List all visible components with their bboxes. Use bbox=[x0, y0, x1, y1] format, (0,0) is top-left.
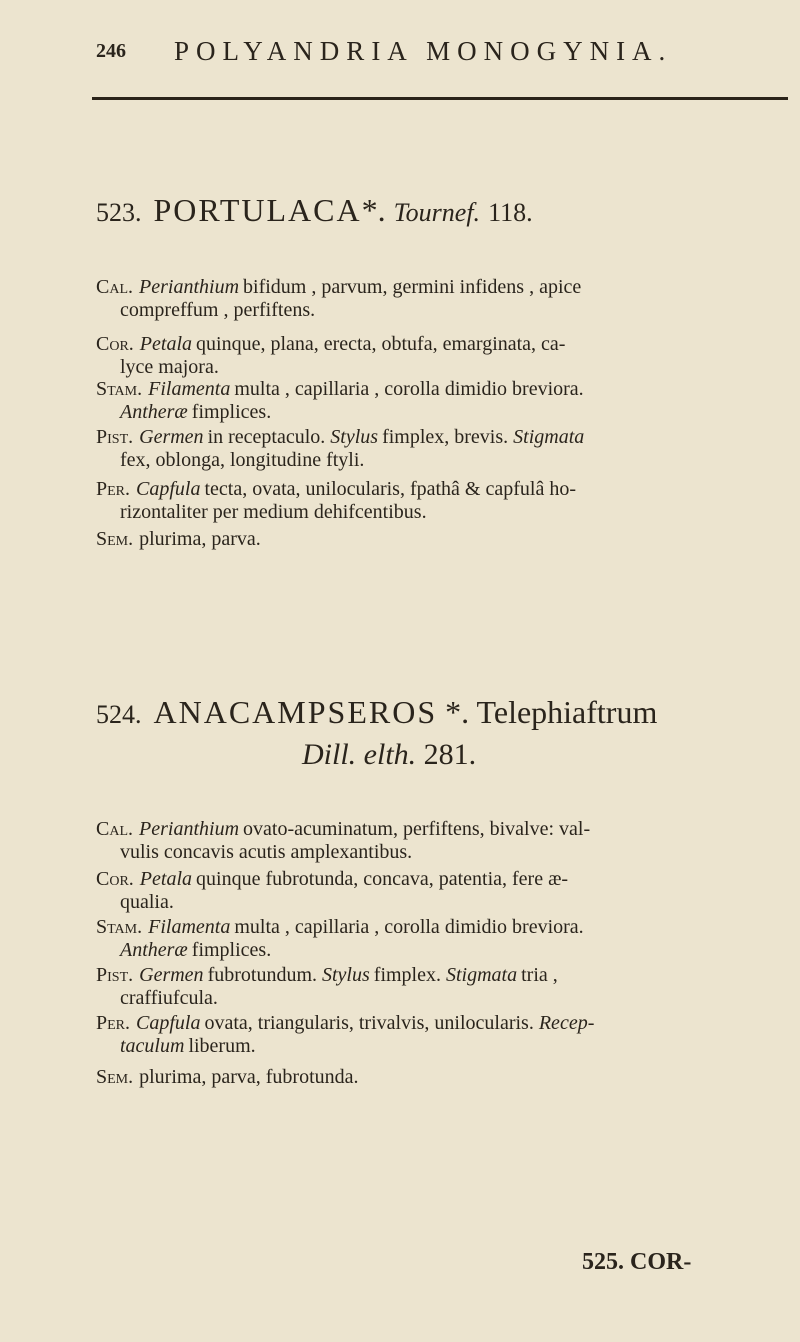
entry-text: tecta, ovata, unilocularis, fpathâ & capfulâ ho- bbox=[204, 478, 576, 500]
entry-text: plurima, parva. bbox=[139, 528, 261, 550]
page-number: 246 bbox=[96, 40, 126, 62]
entry-text: plurima, parva, fubrotunda. bbox=[139, 1066, 359, 1088]
entry-term: Petala bbox=[139, 333, 193, 355]
entry-text: in receptaculo. bbox=[207, 426, 326, 448]
entry-text: quinque, plana, erecta, obtufa, emarginata, ca- bbox=[196, 333, 566, 355]
genus-heading-anacampseros bbox=[96, 694, 657, 731]
entry-text: tria , bbox=[521, 964, 558, 986]
entry-term: Petala bbox=[139, 868, 193, 890]
entry-continuation: craffiufcula. bbox=[120, 987, 218, 1009]
description-pistil bbox=[96, 964, 788, 1010]
entry-term: Filamenta bbox=[148, 378, 231, 400]
genus-synonym: Telephiaftrum bbox=[476, 694, 658, 730]
entry-term: Antheræ bbox=[120, 939, 188, 961]
description-seeds bbox=[96, 1066, 788, 1089]
entry-label: Stam. bbox=[96, 378, 143, 400]
entry-label: Pist. bbox=[96, 964, 134, 986]
description-stamens bbox=[96, 378, 788, 424]
entry-term: Stigmata bbox=[446, 964, 518, 986]
genus-number: 523. bbox=[96, 198, 142, 227]
entry-label: Cor. bbox=[96, 333, 134, 355]
entry-text: fubrotundum. bbox=[207, 964, 317, 986]
catchword: 525. COR- bbox=[582, 1249, 692, 1275]
entry-text: quinque fubrotunda, concava, patentia, fere æ- bbox=[196, 868, 569, 890]
entry-text: ovato-acuminatum, perfiftens, bivalve: val- bbox=[243, 818, 591, 840]
entry-continuation: rizontaliter per medium dehifcentibus. bbox=[120, 501, 427, 523]
entry-label: Sem. bbox=[96, 528, 134, 550]
description-seeds bbox=[96, 528, 788, 551]
entry-term: Germen bbox=[139, 426, 204, 448]
genus-mark: *. bbox=[445, 694, 470, 730]
entry-continuation: lyce majora. bbox=[120, 356, 219, 378]
entry-term: taculum bbox=[120, 1035, 185, 1057]
entry-term: Perianthium bbox=[139, 818, 240, 840]
entry-term: Filamenta bbox=[148, 916, 231, 938]
genus-reference bbox=[302, 738, 476, 772]
entry-text: ovata, triangularis, trivalvis, unilocularis. bbox=[204, 1012, 534, 1034]
entry-label: Cal. bbox=[96, 818, 134, 840]
genus-reference-author: Tournef. bbox=[393, 198, 481, 227]
entry-continuation: fimplices. bbox=[191, 401, 272, 423]
entry-term: Recep- bbox=[538, 1012, 595, 1034]
description-calyx bbox=[96, 818, 788, 864]
entry-text: fimplex, brevis. bbox=[382, 426, 509, 448]
entry-continuation: fimplices. bbox=[191, 939, 272, 961]
entry-continuation: qualia. bbox=[120, 891, 174, 913]
genus-reference-author: Dill. elth. bbox=[302, 738, 417, 771]
genus-reference-page: 281. bbox=[423, 738, 477, 771]
description-pericarp bbox=[96, 1012, 788, 1058]
entry-text: fimplex. bbox=[373, 964, 441, 986]
entry-label: Cal. bbox=[96, 276, 134, 298]
entry-label: Cor. bbox=[96, 868, 134, 890]
description-calyx bbox=[96, 276, 788, 322]
entry-term: Perianthium bbox=[139, 276, 240, 298]
entry-label: Pist. bbox=[96, 426, 134, 448]
entry-text: multa , capillaria , corolla dimidio breviora. bbox=[234, 916, 584, 938]
description-corolla bbox=[96, 868, 788, 914]
description-pistil bbox=[96, 426, 788, 472]
entry-continuation: liberum. bbox=[188, 1035, 256, 1057]
description-stamens bbox=[96, 916, 788, 962]
genus-mark: *. bbox=[361, 192, 386, 228]
entry-continuation: compreffum , perfiftens. bbox=[120, 299, 316, 321]
genus-heading-portulaca bbox=[96, 192, 533, 229]
entry-term: Stigmata bbox=[513, 426, 585, 448]
entry-label: Per. bbox=[96, 1012, 131, 1034]
entry-continuation: vulis concavis acutis amplexantibus. bbox=[120, 841, 413, 863]
running-title: POLYANDRIA MONOGYNIA. bbox=[174, 36, 673, 66]
entry-term: Antheræ bbox=[120, 401, 188, 423]
genus-number: 524. bbox=[96, 700, 142, 729]
entry-label: Per. bbox=[96, 478, 131, 500]
running-head bbox=[96, 36, 780, 72]
entry-continuation: fex, oblonga, longitudine ftyli. bbox=[120, 449, 365, 471]
genus-name: ANACAMPSEROS bbox=[153, 694, 438, 730]
description-corolla bbox=[96, 333, 788, 379]
entry-term: Germen bbox=[139, 964, 204, 986]
header-rule bbox=[92, 97, 788, 100]
entry-term: Stylus bbox=[322, 964, 370, 986]
description-pericarp bbox=[96, 478, 788, 524]
entry-term: Stylus bbox=[330, 426, 379, 448]
genus-name: PORTULACA bbox=[153, 192, 362, 228]
genus-reference-page: 118. bbox=[488, 198, 533, 227]
entry-text: multa , capillaria , corolla dimidio breviora. bbox=[234, 378, 584, 400]
entry-term: Capfula bbox=[136, 1012, 201, 1034]
entry-term: Capfula bbox=[136, 478, 201, 500]
entry-text: bifidum , parvum, germini infidens , apice bbox=[243, 276, 582, 298]
entry-label: Sem. bbox=[96, 1066, 134, 1088]
entry-label: Stam. bbox=[96, 916, 143, 938]
